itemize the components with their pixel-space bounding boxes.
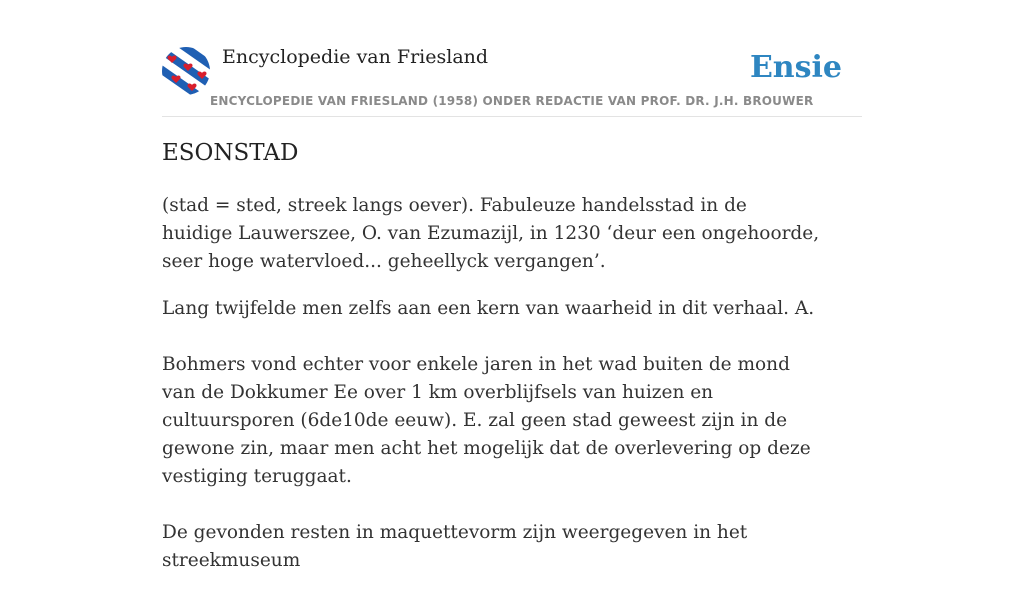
site-title[interactable]: Encyclopedie van Friesland xyxy=(222,46,489,68)
entry-title: ESONSTAD xyxy=(162,140,299,166)
article-paragraph: Bohmers vond echter voor enkele jaren in het wad buiten de mond van de Dokkumer Ee over 1 km overblijfsels van huizen en cultuursporen (6de10de eeuw). E. zal geen stad geweest zijn in de gewone zin, maar men acht het mogelijk dat de overlevering op deze vestiging teruggaat. xyxy=(162,354,811,487)
header xyxy=(162,0,862,117)
ensie-brand-logo[interactable]: Ensie xyxy=(749,50,842,85)
article-paragraph: (stad = sted, streek langs oever). Fabuleuze handelsstad in de huidige Lauwerszee, O. van Ezumazijl, in 1230 ‘deur een ongehoorde, seer hoge watervloed... geheellyck vergangen’. xyxy=(162,195,820,272)
encyclopedia-subtitle: ENCYCLOPEDIE VAN FRIESLAND (1958) ONDER REDACTIE VAN PROF. DR. J.H. BROUWER xyxy=(210,94,814,108)
article-body xyxy=(162,192,822,594)
page xyxy=(162,0,862,571)
frisian-flag-logo-icon[interactable] xyxy=(162,47,210,95)
article-paragraph: De gevonden resten in maquettevorm zijn weergegeven in het streekmuseum xyxy=(162,522,748,571)
article-paragraph: Lang twijfelde men zelfs aan een kern van waarheid in dit verhaal. A. xyxy=(162,298,815,319)
